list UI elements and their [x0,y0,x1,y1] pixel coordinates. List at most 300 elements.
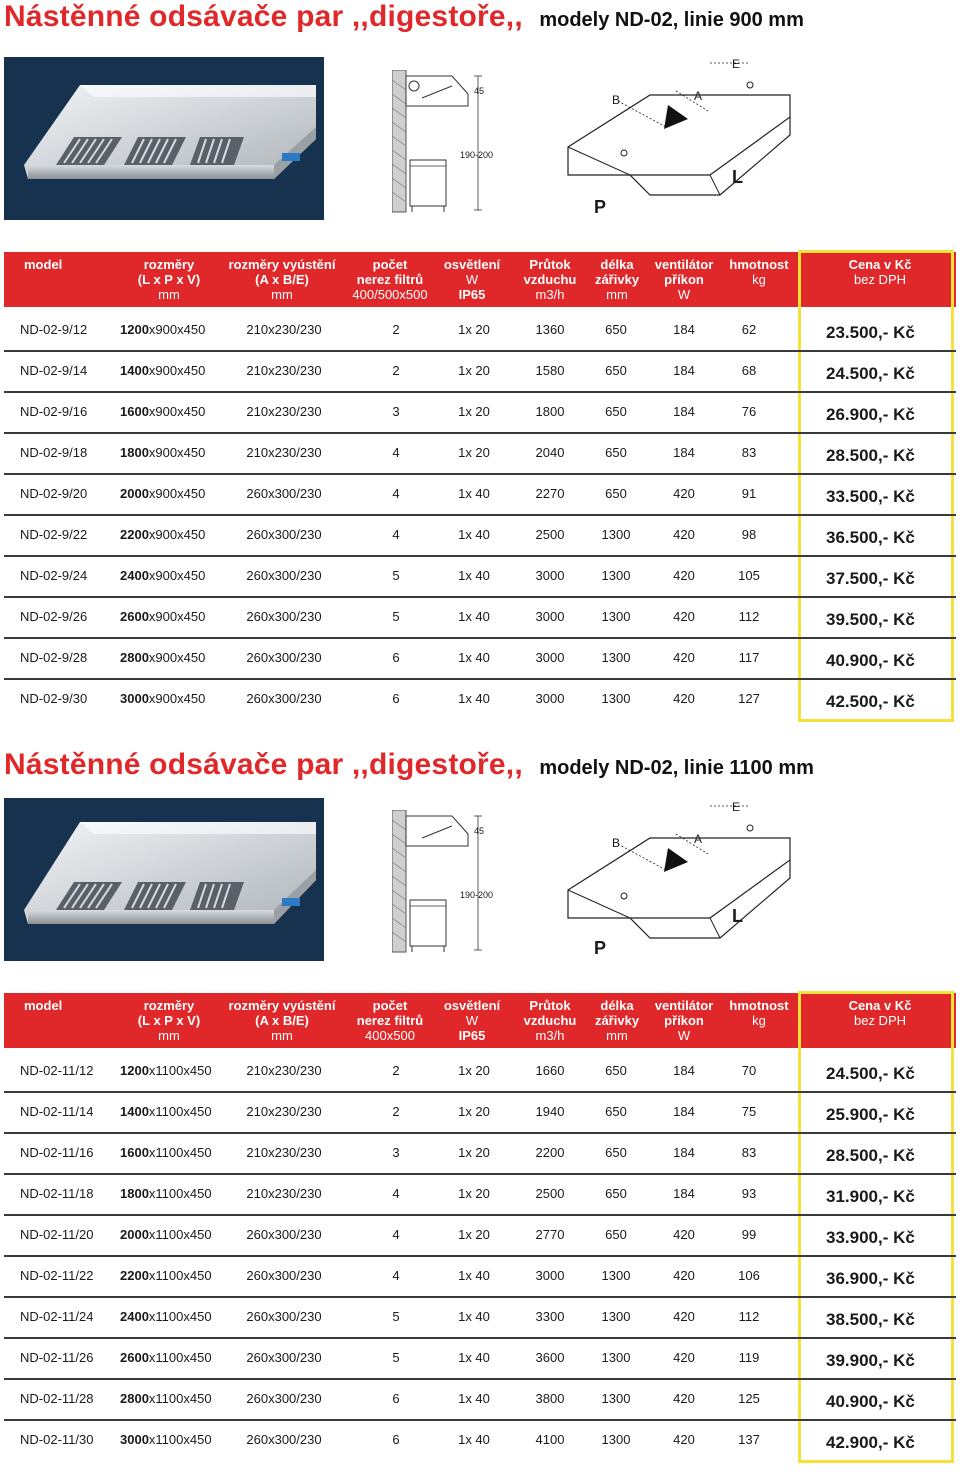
cell-model: ND-02-11/18 [20,1186,94,1201]
th-outlet: rozměry vyústění (A x B/E) mm [228,998,336,1043]
cell-fan-power: 420 [673,1227,695,1242]
section-title [4,748,814,782]
dim-length: 2200 [120,527,149,542]
side-view-diagram [392,810,502,960]
cell-airflow: 2500 [535,527,565,542]
cell-dimensions [120,1145,212,1160]
table-body [4,311,956,721]
cell-weight: 112 [738,609,760,624]
table-row [4,311,956,352]
cell-dimensions [120,568,205,583]
cell-filters: 5 [392,1309,400,1324]
cell-tube-length: 650 [605,404,627,419]
cell-weight: 125 [738,1391,760,1406]
cell-tube-length: 1300 [601,1268,631,1283]
cell-outlet: 210x230/230 [246,1186,322,1201]
cell-airflow: 1360 [535,322,565,337]
cell-price: 23.500,- Kč [826,323,915,342]
cell-airflow: 2770 [535,1227,565,1242]
cell-model: ND-02-9/26 [20,609,88,624]
dim-label-45: 45 [474,86,485,96]
dim-rest: x1100x450 [148,1104,212,1119]
cell-model: ND-02-9/22 [20,527,88,542]
cell-lighting: 1x 40 [458,609,490,624]
cell-weight: 83 [741,445,757,460]
cell-weight: 137 [738,1432,760,1447]
cell-fan-power: 420 [673,1432,695,1447]
cell-price: 39.900,- Kč [826,1351,915,1370]
cell-airflow: 1580 [535,363,565,378]
cell-price: 33.900,- Kč [826,1228,915,1247]
cell-model: ND-02-11/30 [20,1432,94,1447]
cell-price: 25.900,- Kč [826,1105,915,1124]
cell-filters: 2 [392,363,400,378]
cell-fan-power: 184 [673,363,695,378]
cell-outlet: 260x300/230 [246,568,322,583]
cell-lighting: 1x 40 [458,1432,490,1447]
label-l: L [732,167,743,187]
side-view-diagram [392,70,502,220]
th-weight: hmotnost kg [729,257,789,287]
cell-fan-power: 184 [673,404,695,419]
table-row [4,1421,956,1462]
cell-airflow: 3000 [535,1268,565,1283]
cell-model: ND-02-11/14 [20,1104,94,1119]
cell-outlet: 210x230/230 [246,1104,322,1119]
product-photo [4,798,324,961]
cell-dimensions [120,1063,212,1078]
dim-length: 1400 [120,1104,149,1119]
dim-label-190-200: 190-200 [460,150,494,160]
table-row [4,1380,956,1421]
cell-model: ND-02-11/28 [20,1391,94,1406]
cell-price: 42.900,- Kč [826,1433,915,1452]
cell-price: 36.500,- Kč [826,528,915,547]
dim-rest: x900x450 [148,322,206,337]
th-model: model [24,998,63,1013]
dim-rest: x900x450 [148,650,206,665]
table-row [4,1134,956,1175]
cell-outlet: 210x230/230 [246,404,322,419]
cell-model: ND-02-9/16 [20,404,88,419]
dim-length: 1800 [120,1186,149,1201]
cell-outlet: 260x300/230 [246,486,322,501]
cell-dimensions [120,1432,212,1447]
cell-dimensions [120,363,205,378]
cell-model: ND-02-11/26 [20,1350,94,1365]
cell-fan-power: 420 [673,650,695,665]
cell-lighting: 1x 40 [458,486,490,501]
cell-tube-length: 1300 [601,1391,631,1406]
cell-filters: 6 [392,650,400,665]
title-sub: modely ND-02, linie 900 mm [539,9,804,31]
cell-dimensions [120,445,205,460]
cell-airflow: 1940 [535,1104,565,1119]
cell-price: 40.900,- Kč [826,1392,915,1411]
cell-price: 28.500,- Kč [826,1146,915,1165]
cell-outlet: 260x300/230 [246,1391,322,1406]
dim-rest: x900x450 [148,404,206,419]
th-tube: délka zářivky mm [594,257,640,302]
cell-model: ND-02-9/18 [20,445,88,460]
table-row [4,1339,956,1380]
cell-tube-length: 1300 [601,568,631,583]
th-weight: hmotnost kg [729,998,789,1028]
cell-fan-power: 420 [673,609,695,624]
dim-rest: x1100x450 [148,1227,212,1242]
cell-fan-power: 420 [673,568,695,583]
cell-weight: 83 [741,1145,757,1160]
cell-weight: 127 [738,691,760,706]
section-line-1100 [0,748,960,1472]
table-row [4,598,956,639]
cell-lighting: 1x 20 [458,1063,490,1078]
cell-lighting: 1x 20 [458,404,490,419]
title-main: Nástěnné odsávače par ,,digestoře,, [4,0,523,33]
cell-tube-length: 650 [605,486,627,501]
cell-weight: 119 [738,1350,760,1365]
dim-rest: x900x450 [148,445,206,460]
cell-fan-power: 420 [673,1391,695,1406]
cell-tube-length: 650 [605,1104,627,1119]
cell-lighting: 1x 40 [458,568,490,583]
dim-rest: x900x450 [148,363,206,378]
th-price: Cena v Kč bez DPH [848,998,912,1028]
cell-outlet: 210x230/230 [246,322,322,337]
table-body [4,1052,956,1462]
cell-weight: 117 [738,650,760,665]
dim-length: 2600 [120,1350,149,1365]
cell-model: ND-02-9/30 [20,691,88,706]
th-tube: délka zářivky mm [594,998,640,1043]
dim-length: 2400 [120,568,149,583]
cell-lighting: 1x 40 [458,1309,490,1324]
dim-rest: x1100x450 [148,1186,212,1201]
cell-dimensions [120,486,205,501]
cell-dimensions [120,1104,212,1119]
th-filters: počet nerez filtrů 400/500x500 [352,257,428,302]
dim-rest: x1100x450 [148,1309,212,1324]
dim-length: 2800 [120,650,149,665]
cell-price: 33.500,- Kč [826,487,915,506]
dim-rest: x900x450 [148,609,206,624]
cell-outlet: 260x300/230 [246,609,322,624]
cell-lighting: 1x 20 [458,445,490,460]
dim-rest: x1100x450 [148,1063,212,1078]
cell-outlet: 260x300/230 [246,1350,322,1365]
dim-rest: x1100x450 [148,1350,212,1365]
cell-outlet: 260x300/230 [246,1432,322,1447]
table-row [4,1298,956,1339]
cell-outlet: 260x300/230 [246,691,322,706]
cell-fan-power: 184 [673,322,695,337]
cell-fan-power: 420 [673,1350,695,1365]
cell-airflow: 2270 [535,486,565,501]
cell-tube-length: 1300 [601,650,631,665]
cell-airflow: 3300 [535,1309,565,1324]
cell-fan-power: 420 [673,486,695,501]
cell-dimensions [120,609,205,624]
cell-airflow: 4100 [535,1432,565,1447]
cell-tube-length: 650 [605,1063,627,1078]
cell-airflow: 2200 [535,1145,565,1160]
cell-price: 38.500,- Kč [826,1310,915,1329]
cell-fan-power: 184 [673,1063,695,1078]
th-outlet: rozměry vyústění (A x B/E) mm [228,257,336,302]
dim-length: 1600 [120,1145,149,1160]
table-row [4,516,956,557]
cell-price: 28.500,- Kč [826,446,915,465]
cell-airflow: 1660 [535,1063,565,1078]
dim-length: 1200 [120,322,149,337]
table-row [4,434,956,475]
cell-price: 24.500,- Kč [826,364,915,383]
cell-weight: 91 [741,486,757,501]
cell-price: 31.900,- Kč [826,1187,915,1206]
cell-weight: 76 [741,404,757,419]
cell-lighting: 1x 20 [458,1227,490,1242]
cell-model: ND-02-9/14 [20,363,88,378]
cell-tube-length: 1300 [601,691,631,706]
cell-outlet: 260x300/230 [246,527,322,542]
cell-weight: 68 [741,363,757,378]
cell-lighting: 1x 20 [458,322,490,337]
cell-filters: 6 [392,691,400,706]
cell-tube-length: 1300 [601,1432,631,1447]
label-e: E [732,800,741,814]
table-row [4,1093,956,1134]
dim-rest: x1100x450 [148,1391,212,1406]
dim-rest: x900x450 [148,691,206,706]
cell-filters: 4 [392,527,400,542]
cell-airflow: 3000 [535,650,565,665]
label-a: A [694,832,703,846]
th-fan: ventilátor příkon W [654,998,714,1043]
cell-price: 40.900,- Kč [826,651,915,670]
isometric-diagram [560,798,800,958]
dim-rest: x900x450 [148,568,206,583]
cell-outlet: 210x230/230 [246,1063,322,1078]
dim-label-45: 45 [474,826,485,836]
cell-lighting: 1x 20 [458,363,490,378]
cell-outlet: 210x230/230 [246,445,322,460]
dim-length: 1200 [120,1063,149,1078]
table-row [4,1257,956,1298]
cell-fan-power: 420 [673,1309,695,1324]
title-main: Nástěnné odsávače par ,,digestoře,, [4,748,523,781]
dim-length: 2600 [120,609,149,624]
cell-dimensions [120,1186,212,1201]
cell-airflow: 3000 [535,568,565,583]
cell-dimensions [120,404,205,419]
hood-illustration-icon [4,57,324,220]
cell-outlet: 260x300/230 [246,1268,322,1283]
cell-outlet: 260x300/230 [246,1227,322,1242]
cell-fan-power: 184 [673,1186,695,1201]
cell-filters: 2 [392,1104,400,1119]
table-row [4,680,956,721]
table-row [4,352,956,393]
cell-fan-power: 420 [673,1268,695,1283]
cell-weight: 106 [738,1268,760,1283]
dim-label-190-200: 190-200 [460,890,494,900]
dim-length: 2000 [120,1227,149,1242]
th-fan: ventilátor příkon W [654,257,714,302]
cell-fan-power: 184 [673,1145,695,1160]
cell-weight: 112 [738,1309,760,1324]
dim-length: 3000 [120,1432,149,1447]
table-row [4,1175,956,1216]
cell-filters: 3 [392,404,400,419]
label-a: A [694,89,703,103]
cell-model: ND-02-11/20 [20,1227,94,1242]
th-flow: Průtok vzduchu m3/h [523,998,577,1043]
cell-airflow: 2500 [535,1186,565,1201]
dim-length: 1600 [120,404,149,419]
cell-dimensions [120,650,205,665]
dim-length: 2200 [120,1268,149,1283]
cell-fan-power: 184 [673,445,695,460]
cell-price: 36.900,- Kč [826,1269,915,1288]
cell-dimensions [120,1268,212,1283]
cell-model: ND-02-11/24 [20,1309,94,1324]
cell-tube-length: 650 [605,322,627,337]
cell-filters: 2 [392,322,400,337]
cell-outlet: 210x230/230 [246,1145,322,1160]
cell-weight: 105 [738,568,760,583]
table-row [4,1216,956,1257]
dim-length: 2000 [120,486,149,501]
cell-lighting: 1x 40 [458,1268,490,1283]
cell-lighting: 1x 40 [458,1391,490,1406]
cell-filters: 6 [392,1391,400,1406]
cell-model: ND-02-9/28 [20,650,88,665]
dim-rest: x1100x450 [148,1145,212,1160]
th-price: Cena v Kč bez DPH [848,257,912,287]
label-b: B [612,836,621,850]
cell-dimensions [120,1227,212,1242]
cell-model: ND-02-9/24 [20,568,88,583]
cell-tube-length: 650 [605,1227,627,1242]
label-l: L [732,906,743,926]
cell-filters: 4 [392,1186,400,1201]
th-light: osvětlení W IP65 [443,998,501,1043]
cell-tube-length: 650 [605,445,627,460]
th-dims: rozměry (L x P x V) mm [137,998,201,1043]
dim-rest: x1100x450 [148,1268,212,1283]
cell-tube-length: 1300 [601,1309,631,1324]
cell-weight: 70 [741,1063,757,1078]
cell-model: ND-02-11/12 [20,1063,94,1078]
table-row [4,557,956,598]
cell-model: ND-02-9/12 [20,322,88,337]
dim-length: 3000 [120,691,149,706]
cell-fan-power: 184 [673,1104,695,1119]
cell-filters: 4 [392,445,400,460]
cell-model: ND-02-9/20 [20,486,88,501]
cell-tube-length: 1300 [601,1350,631,1365]
cell-tube-length: 1300 [601,609,631,624]
label-e: E [732,57,741,71]
cell-filters: 5 [392,1350,400,1365]
cell-weight: 93 [741,1186,757,1201]
cell-price: 26.900,- Kč [826,405,915,424]
cell-weight: 99 [741,1227,757,1242]
title-sub: modely ND-02, linie 1100 mm [539,757,814,779]
cell-filters: 3 [392,1145,400,1160]
cell-airflow: 2040 [535,445,565,460]
th-dims: rozměry (L x P x V) mm [137,257,201,302]
cell-tube-length: 650 [605,1186,627,1201]
cell-lighting: 1x 40 [458,1350,490,1365]
cell-outlet: 260x300/230 [246,1309,322,1324]
cell-outlet: 210x230/230 [246,363,322,378]
cell-airflow: 3000 [535,609,565,624]
cell-filters: 4 [392,1268,400,1283]
cell-weight: 62 [741,322,757,337]
cell-lighting: 1x 20 [458,1145,490,1160]
isometric-diagram [560,55,800,215]
cell-dimensions [120,1391,212,1406]
cell-price: 37.500,- Kč [826,569,915,588]
cell-filters: 4 [392,1227,400,1242]
dim-length: 2400 [120,1309,149,1324]
cell-model: ND-02-11/16 [20,1145,94,1160]
label-b: B [612,93,621,107]
dim-rest: x900x450 [148,527,206,542]
dim-length: 2800 [120,1391,149,1406]
cell-lighting: 1x 40 [458,650,490,665]
label-p: P [594,197,607,217]
cell-airflow: 3600 [535,1350,565,1365]
dim-length: 1800 [120,445,149,460]
hood-illustration-icon [4,798,324,961]
table-row [4,393,956,434]
cell-model: ND-02-11/22 [20,1268,94,1283]
product-photo [4,57,324,220]
section-title [4,0,804,34]
table-row [4,639,956,680]
cell-tube-length: 650 [605,1145,627,1160]
label-p: P [594,938,607,958]
cell-lighting: 1x 20 [458,1186,490,1201]
table-row [4,475,956,516]
cell-filters: 6 [392,1432,400,1447]
cell-dimensions [120,527,205,542]
table-row [4,1052,956,1093]
th-light: osvětlení W IP65 [443,257,501,302]
cell-filters: 5 [392,609,400,624]
cell-airflow: 3000 [535,691,565,706]
cell-fan-power: 420 [673,691,695,706]
cell-lighting: 1x 40 [458,527,490,542]
cell-filters: 2 [392,1063,400,1078]
cell-dimensions [120,1350,212,1365]
cell-tube-length: 650 [605,363,627,378]
cell-dimensions [120,1309,212,1324]
cell-outlet: 260x300/230 [246,650,322,665]
th-model: model [24,257,63,272]
dim-rest: x900x450 [148,486,206,501]
cell-dimensions [120,322,205,337]
cell-weight: 98 [741,527,757,542]
th-flow: Průtok vzduchu m3/h [523,257,577,302]
cell-weight: 75 [741,1104,757,1119]
cell-dimensions [120,691,205,706]
cell-airflow: 3800 [535,1391,565,1406]
dim-rest: x1100x450 [148,1432,212,1447]
cell-lighting: 1x 40 [458,691,490,706]
